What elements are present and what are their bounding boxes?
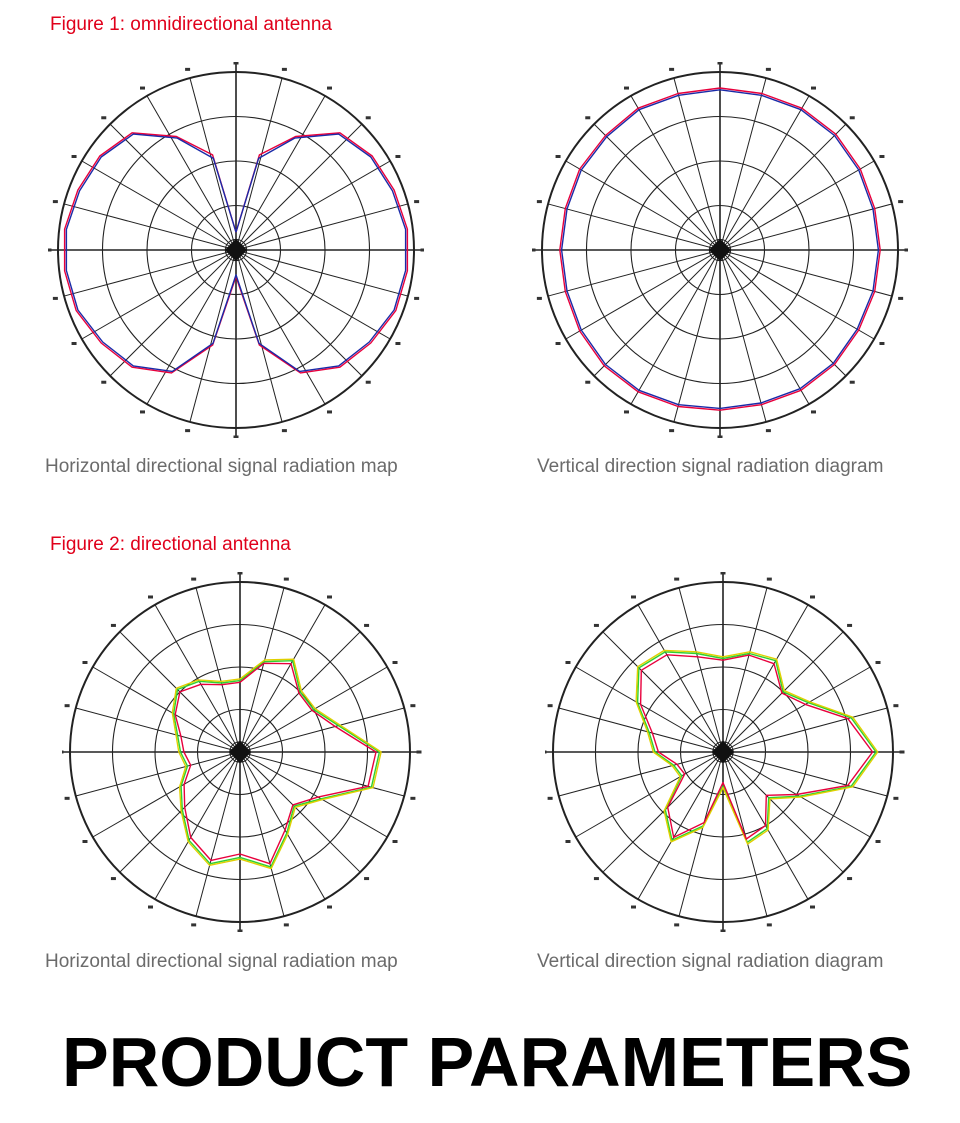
angle-tick-mark [811, 87, 816, 90]
angle-tick-mark [65, 797, 70, 800]
angle-tick-mark [879, 155, 884, 158]
angle-tick-mark [810, 906, 815, 909]
angle-tick-mark [327, 906, 332, 909]
series-yellow-line [636, 650, 878, 844]
angle-tick-mark [327, 410, 332, 413]
angle-tick-mark [393, 661, 398, 664]
grid-spoke [548, 250, 720, 296]
grid-spoke [110, 124, 236, 250]
angle-tick-mark [82, 840, 87, 843]
grid-spoke [236, 204, 408, 250]
angle-tick-mark [282, 429, 287, 432]
grid-spoke [603, 752, 723, 872]
series-green-line [638, 652, 876, 842]
angle-tick-mark [766, 429, 771, 432]
angle-tick-mark [847, 877, 852, 880]
angle-tick-mark [364, 877, 369, 880]
grid-spoke [236, 250, 390, 339]
grid-spoke [679, 588, 723, 752]
polar-chart-1 [48, 62, 424, 438]
grid-spoke [566, 250, 720, 339]
product-parameters-heading: PRODUCT PARAMETERS [62, 1023, 913, 1101]
grid-spoke [720, 204, 892, 250]
grid-spoke [720, 124, 846, 250]
angle-tick-mark [624, 410, 629, 413]
polar-chart-3 [62, 572, 422, 932]
series-red-line [175, 663, 376, 863]
angle-tick-mark [148, 595, 153, 598]
angle-tick-mark [148, 906, 153, 909]
angle-tick-mark [238, 930, 243, 933]
angle-tick-mark [327, 595, 332, 598]
grid-spoke [120, 752, 240, 872]
series-green-line [174, 661, 380, 867]
angle-tick-mark [585, 381, 590, 384]
angle-tick-mark [191, 578, 196, 581]
angle-tick-mark [414, 200, 419, 203]
grid-spoke [82, 250, 236, 339]
angle-tick-mark [111, 877, 116, 880]
angle-tick-mark [898, 297, 903, 300]
angle-tick-mark [327, 87, 332, 90]
grid-spoke [236, 161, 390, 250]
angle-tick-mark [140, 410, 145, 413]
angle-tick-mark [417, 751, 422, 754]
grid-spoke [720, 250, 766, 422]
grid-spoke [674, 78, 720, 250]
grid-spoke [196, 588, 240, 752]
angle-tick-mark [674, 578, 679, 581]
grid-spoke [82, 161, 236, 250]
grid-spoke [155, 752, 240, 899]
grid-spoke [720, 250, 846, 376]
angle-tick-mark [545, 751, 547, 754]
angle-tick-mark [565, 840, 570, 843]
series-red-line [641, 655, 873, 839]
angle-tick-mark [364, 624, 369, 627]
angle-tick-mark [48, 249, 52, 252]
polar-chart-2 [532, 62, 908, 438]
grid-spoke [631, 250, 720, 404]
angle-tick-mark [594, 877, 599, 880]
angle-tick-mark [850, 381, 855, 384]
polar-chart-4 [545, 572, 905, 932]
angle-tick-mark [53, 200, 58, 203]
angle-tick-mark [284, 923, 289, 926]
grid-spoke [240, 752, 387, 837]
grid-spoke [631, 96, 720, 250]
angle-tick-mark [898, 200, 903, 203]
angle-tick-mark [767, 923, 772, 926]
angle-tick-mark [850, 116, 855, 119]
angle-tick-mark [585, 116, 590, 119]
grid-spoke [240, 588, 284, 752]
grid-spoke [190, 250, 236, 422]
angle-tick-mark [111, 624, 116, 627]
figure-1-title: Figure 1: omnidirectional antenna [50, 14, 333, 35]
grid-spoke [236, 250, 325, 404]
grid-spoke [674, 250, 720, 422]
angle-tick-mark [718, 436, 723, 439]
angle-tick-mark [556, 155, 561, 158]
angle-tick-mark [847, 624, 852, 627]
grid-spoke [236, 124, 362, 250]
grid-spoke [240, 752, 284, 916]
angle-tick-mark [191, 923, 196, 926]
angle-tick-mark [532, 249, 536, 252]
grid-spoke [720, 250, 892, 296]
angle-tick-mark [879, 342, 884, 345]
angle-tick-mark [65, 704, 70, 707]
grid-spoke [720, 161, 874, 250]
angle-tick-mark [72, 342, 77, 345]
angle-tick-mark [62, 751, 64, 754]
grid-spoke [603, 632, 723, 752]
grid-spoke [236, 250, 282, 422]
angle-tick-mark [82, 661, 87, 664]
grid-spoke [76, 708, 240, 752]
grid-spoke [594, 250, 720, 376]
grid-spoke [723, 752, 843, 872]
grid-spoke [196, 752, 240, 916]
grid-spoke [720, 78, 766, 250]
angle-tick-mark [414, 297, 419, 300]
angle-tick-mark [395, 155, 400, 158]
angle-tick-mark [234, 62, 239, 65]
angle-tick-mark [410, 797, 415, 800]
angle-tick-mark [556, 342, 561, 345]
angle-tick-mark [238, 572, 243, 575]
grid-spoke [723, 605, 808, 752]
grid-spoke [236, 78, 282, 250]
angle-tick-mark [548, 704, 553, 707]
angle-tick-mark [811, 410, 816, 413]
angle-tick-mark [234, 436, 239, 439]
angle-tick-mark [366, 116, 371, 119]
angle-tick-mark [140, 87, 145, 90]
grid-spoke [720, 250, 874, 339]
angle-tick-mark [905, 249, 909, 252]
grid-spoke [236, 250, 362, 376]
angle-tick-mark [537, 297, 542, 300]
series-yellow-line [172, 659, 381, 868]
angle-tick-mark [900, 751, 905, 754]
caption-horizontal-1: Horizontal directional signal radiation map [45, 456, 398, 477]
angle-tick-mark [674, 923, 679, 926]
grid-spoke [76, 752, 240, 796]
angle-tick-mark [669, 429, 674, 432]
angle-tick-mark [366, 381, 371, 384]
grid-spoke [147, 250, 236, 404]
angle-tick-mark [893, 704, 898, 707]
angle-tick-mark [421, 249, 425, 252]
angle-tick-mark [548, 797, 553, 800]
grid-spoke [594, 124, 720, 250]
angle-tick-mark [101, 116, 106, 119]
angle-tick-mark [810, 595, 815, 598]
grid-spoke [240, 752, 360, 872]
angle-tick-mark [669, 68, 674, 71]
grid-spoke [566, 161, 720, 250]
angle-tick-mark [631, 595, 636, 598]
angle-tick-mark [284, 578, 289, 581]
angle-tick-mark [721, 930, 726, 933]
angle-tick-mark [393, 840, 398, 843]
grid-spoke [240, 752, 325, 899]
grid-spoke [64, 250, 236, 296]
angle-tick-mark [537, 200, 542, 203]
grid-spoke [720, 96, 809, 250]
angle-tick-mark [766, 68, 771, 71]
angle-tick-mark [72, 155, 77, 158]
angle-tick-mark [767, 578, 772, 581]
grid-spoke [147, 96, 236, 250]
angle-tick-mark [876, 661, 881, 664]
angle-tick-mark [53, 297, 58, 300]
grid-spoke [155, 605, 240, 752]
caption-vertical-1: Vertical direction signal radiation diagram [537, 456, 884, 477]
grid-spoke [723, 667, 870, 752]
grid-spoke [236, 250, 408, 296]
grid-spoke [720, 250, 809, 404]
angle-tick-mark [624, 87, 629, 90]
grid-spoke [559, 752, 723, 796]
angle-tick-mark [893, 797, 898, 800]
grid-spoke [723, 588, 767, 752]
caption-horizontal-2: Horizontal directional signal radiation map [45, 951, 398, 972]
angle-tick-mark [410, 704, 415, 707]
angle-tick-mark [101, 381, 106, 384]
angle-tick-mark [395, 342, 400, 345]
grid-spoke [190, 78, 236, 250]
angle-tick-mark [718, 62, 723, 65]
angle-tick-mark [594, 624, 599, 627]
grid-spoke [64, 204, 236, 250]
angle-tick-mark [876, 840, 881, 843]
grid-spoke [236, 96, 325, 250]
figure-2-title: Figure 2: directional antenna [50, 534, 291, 555]
angle-tick-mark [185, 429, 190, 432]
grid-spoke [93, 667, 240, 752]
grid-spoke [110, 250, 236, 376]
caption-vertical-2: Vertical direction signal radiation diagram [537, 951, 884, 972]
angle-tick-mark [565, 661, 570, 664]
grid-spoke [548, 204, 720, 250]
angle-tick-mark [185, 68, 190, 71]
angle-tick-mark [631, 906, 636, 909]
angle-tick-mark [721, 572, 726, 575]
grid-spoke [93, 752, 240, 837]
grid-spoke [240, 605, 325, 752]
angle-tick-mark [282, 68, 287, 71]
